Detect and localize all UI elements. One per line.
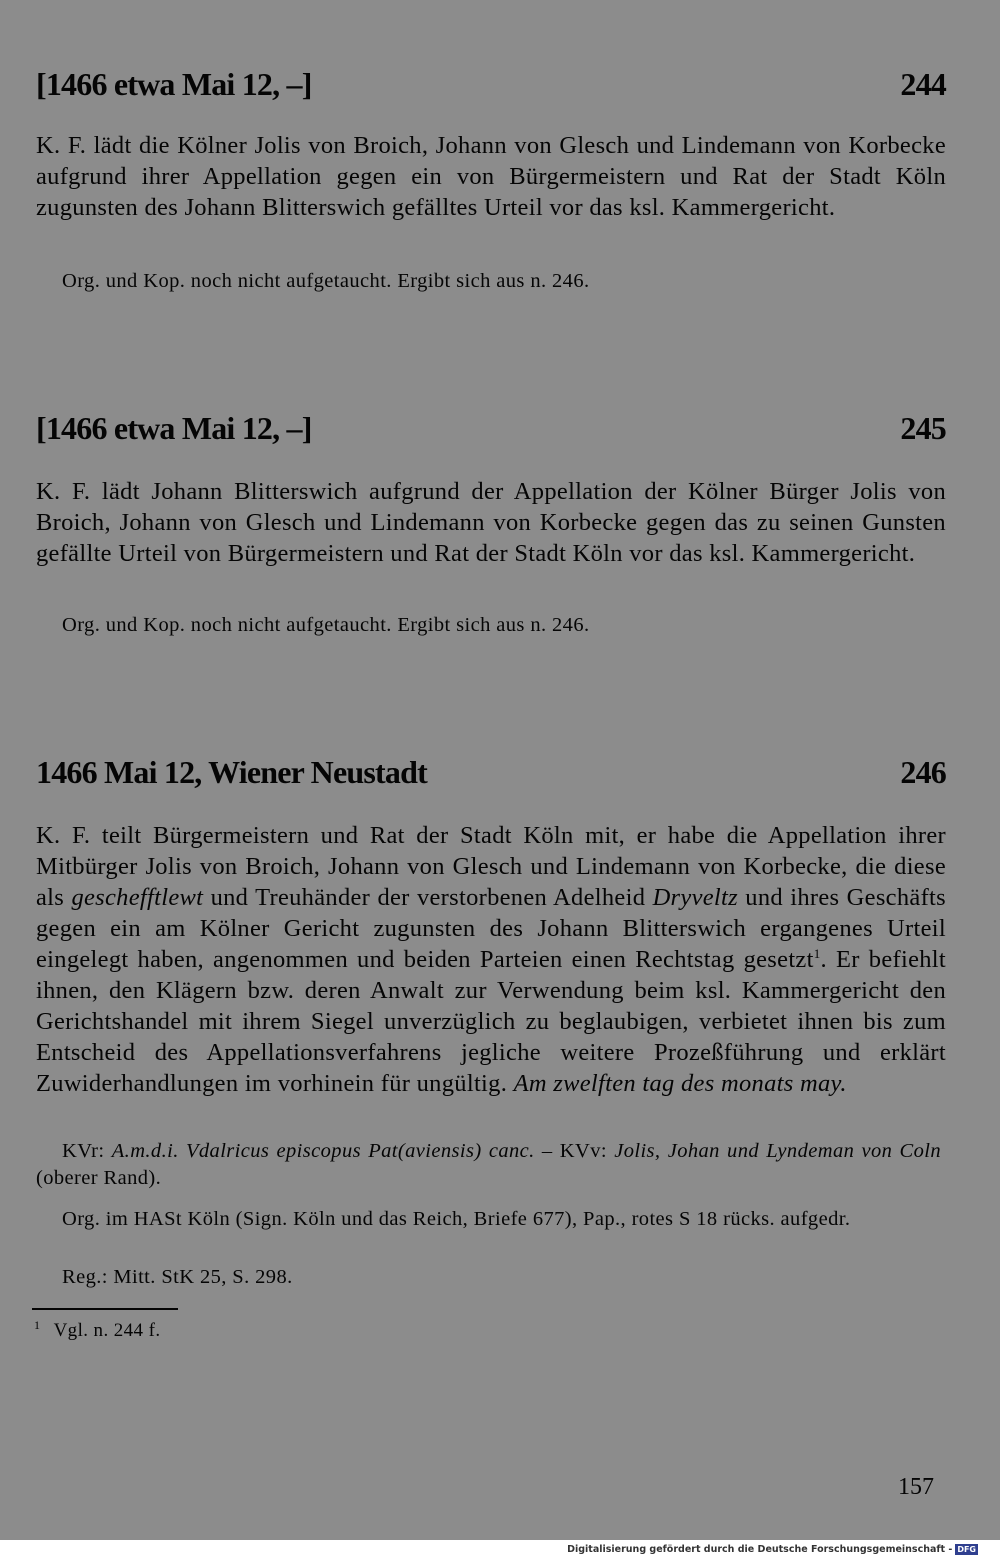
summary-date-quote: Am zwelften tag des monats may. (513, 1070, 847, 1097)
summary-italic-term: geschefftlewt (71, 884, 204, 911)
entry-date: 1466 Mai 12, Wiener Neustadt (36, 754, 427, 790)
page-number: 157 (898, 1474, 934, 1500)
entry-heading-246 (36, 754, 946, 791)
entry-number: 245 (900, 410, 946, 446)
footnote-reference[interactable]: 1 (813, 945, 821, 961)
entry-summary: K. F. lädt Johann Blitterswich aufgrund der Appellation der Kölner Bürger Jolis von Broich, Johann von Glesch und Lindemann von Korbecke gegen das zu seinen Gunsten gefällte Urteil von Bürgermeistern und Rat der Stadt Köln vor das ksl. Kammergericht. (36, 478, 946, 567)
chancery-recto: A.m.d.i. Vdalricus episcopus Pat(aviensis) canc. (111, 1140, 535, 1162)
summary-text: K. F. teilt Bürgermeistern und Rat der Stadt Köln mit, er habe die Appellation ihrer Mitbürger Jolis von Broich, Johann von Glesch und Lindemann von Korbecke, die diese als (36, 822, 946, 911)
chancery-verso: Jolis, Johan und Lyndeman von Coln (614, 1140, 941, 1162)
chancery-label: KVr: (62, 1140, 112, 1162)
chancery-location: (oberer Rand). (36, 1167, 162, 1189)
footnote-text: Vgl. n. 244 f. (53, 1320, 161, 1342)
footnote (34, 1318, 161, 1342)
entry-heading-245 (36, 410, 946, 447)
entry-heading-244 (36, 66, 946, 103)
entry-source-note: Org. und Kop. noch nicht aufgetaucht. Ergibt sich aus n. 246. (62, 614, 590, 636)
entry-number: 244 (900, 66, 946, 102)
entry-date: [1466 etwa Mai 12, –] (36, 66, 312, 102)
entry-source-note: Org. und Kop. noch nicht aufgetaucht. Ergibt sich aus n. 246. (62, 270, 590, 292)
entry-summary (36, 820, 946, 1099)
summary-text: und ihres Geschäfts gegen ein am Kölner Gericht zugunsten des Johann Blitterswich ergangenes Urteil eingelegt haben, angenommen und beiden Parteien einen Rechtstag gesetzt (36, 884, 946, 973)
entry-summary: K. F. lädt die Kölner Jolis von Broich, Johann von Glesch und Lindemann von Korbecke aufgrund ihrer Appellation gegen ein von Bürgermeistern und Rat der Stadt Köln zugunsten des Johann Blitterswich gefälltes Urteil vor das ksl. Kammergericht. (36, 132, 946, 221)
original-source-note: Org. im HASt Köln (Sign. Köln und das Reich, Briefe 677), Pap., rotes S 18 rücks. aufgedr. (62, 1208, 851, 1230)
footnote-mark: 1 (34, 1318, 41, 1332)
dfg-logo-icon: DFG (957, 1545, 976, 1554)
summary-text: . Er befiehlt ihnen, den Klägern bzw. deren Anwalt zur Verwendung beim ksl. Kammergericht den Gerichtshandel mit ihrem Siegel unverzüglich zu beglaubigen, verbietet ihnen bis zum Entscheid des Appellationsverfahrens jegliche weitere Prozeßführung und erklärt Zuwiderhandlungen im vorhinein für ungültig. (36, 946, 947, 1097)
footnote-divider (32, 1308, 178, 1310)
credit-text: Digitalisierung gefördert durch die Deutsche Forschungsgemeinschaft - (567, 1544, 953, 1555)
digitization-credit (567, 1544, 978, 1555)
entry-date: [1466 etwa Mai 12, –] (36, 410, 312, 446)
summary-text: und Treuhänder der verstorbenen Adelheid (203, 884, 653, 911)
entry-number: 246 (900, 754, 946, 790)
regest-note: Reg.: Mitt. StK 25, S. 298. (62, 1266, 293, 1288)
chancery-label: – KVv: (534, 1140, 615, 1162)
summary-italic-name: Dryveltz (652, 884, 738, 911)
chancery-note (36, 1138, 941, 1192)
